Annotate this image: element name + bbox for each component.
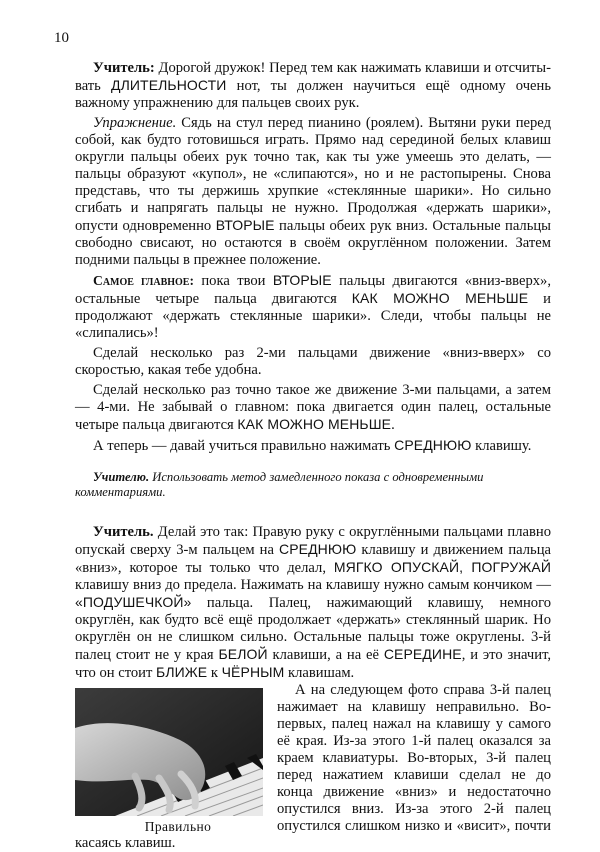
text: клавишу вниз до предела. Нажимать на клавишу нужно самым кончиком — [75,577,551,593]
paragraph-repeat-third [75,382,551,434]
emphasis: БЛИЖЕ [156,664,208,680]
emphasis: СРЕДНЮЮ [394,437,472,453]
emphasis: «ПОДУШЕЧКОЙ» [75,594,192,610]
photo-caption: Правильно [144,819,212,834]
text: и продолжают «держать стеклянные шарики». Следи, чтобы пальцы не «слипались»! [75,291,551,341]
emphasis: СРЕДНЮЮ [279,541,357,557]
emphasis: МЯГКО ОПУСКАЙ, ПОГРУЖАЙ [333,559,551,575]
text: . [391,417,395,433]
emphasis: ВТОРЫЕ [215,217,275,233]
text: пока твои [194,273,273,289]
emphasis: ДЛИТЕЛЬНОСТИ [111,77,227,93]
label-teacher: Учитель: [93,60,155,76]
teacher-note [75,470,551,500]
text: А теперь — давай учиться правильно нажимать [93,438,395,454]
label-teacher: Учитель. [93,524,154,540]
photo-figure [75,688,263,835]
text: к [207,665,222,681]
paragraph-main-point [75,272,551,342]
emphasis: КАК МОЖНО МЕНЬШЕ [237,416,392,432]
page-content [75,60,551,852]
text: Сядь на стул перед пианино (роялем). Вытяни руки перед собой, как будто готовишься играть. Прямо над серединой белых клавиш округли пальцы обеих рук точно так, как ты уже умеешь это делать, — пальцы образуют «купол», не «слипаются», но и не растопырены. Снова представь, что ты держишь хрупкие «стеклянные шарики». Но сильно сгибать и напрягать пальцы не нужно. Продолжая «держать шарики», опусти одновременно [75,115,551,234]
emphasis: ЧЁРНЫМ [221,664,285,680]
piano-hand-photo [75,688,263,816]
label-to-teacher: Учителю. [93,470,150,484]
paragraph-now [75,437,551,455]
paragraph-repeat-second: Сделай несколько раз 2-ми пальцами движение «вниз-вверх» со скоростью, какая тебе удобна. [75,345,551,378]
paragraph-teacher-intro [75,60,551,112]
piano-hand-illustration [75,688,263,816]
emphasis: КАК МОЖНО МЕНЬШЕ [351,290,529,306]
text: пальцы обеих рук вниз. Остальные пальцы свободно свисают, но остаются в своём округлённом положении. Затем подними пальцы в прежнее положение. [75,218,551,268]
text: клавишу. [471,438,532,454]
text: Делай это так: Правую руку с округлёнными пальцами плавно опускай сверху 3-м пальцем на [75,524,551,558]
emphasis: БЕЛОЙ [218,646,268,662]
text: пальцы двигаются «вниз-вверх», остальные четыре пальца двигаются [75,273,551,307]
text: клавишам. [284,665,355,681]
text: пальца. Палец, нажимающий клавишу, немного округлён, как будто всё ещё продолжает «держать» стеклянный шарик. Но округлён он не слишком сильно. Остальные пальцы тоже округлены. 3-й палец стоит не у края [75,595,551,663]
text: клавишу и движением пальца «вниз», которое ты только что делал, [75,542,551,576]
text: Дорогой дружок! Перед тем как нажимать клавиши и отсчитывать [75,60,551,94]
emphasis: СЕРЕДИНЕ [383,646,462,662]
text: нот, ты должен научиться ещё одному очень важному упражнению для пальцев своих рук. [75,78,552,111]
paragraph-wrong-photo: А на следующем фото справа 3-й палец нажимает на клавишу неправильно. Во-первых, палец нажал на клавишу у самого её края. Из-за этого 1-й палец оказался за краем клавиатуры. Во-вторых, 3-й палец перед нажатием клавиши сделал не до конца движение «вниз» и недостаточно опустился вниз. Из-за этого 2-й палец опустился слишком низко и «висит», почти касаясь клавиш. [75,682,551,851]
text: Сделай несколько раз точно такое же движение 3-ми пальцами, а затем — 4-ми. Не забывай о главном: пока двигается один палец, остальные четыре пальца двигаются [75,382,551,433]
text: клавиши, а на её [267,647,384,663]
paragraph-exercise [75,115,551,269]
paragraph-teacher-instruction [75,524,551,682]
text: Использовать метод замедленного показа с одновременными комментариями. [75,470,484,499]
label-main-point: Самое главное: [93,273,194,288]
text: , и это значит, что он стоит [75,647,551,681]
label-exercise: Упражнение. [93,115,177,131]
page-number: 10 [54,30,69,46]
emphasis: ВТОРЫЕ [272,272,332,288]
